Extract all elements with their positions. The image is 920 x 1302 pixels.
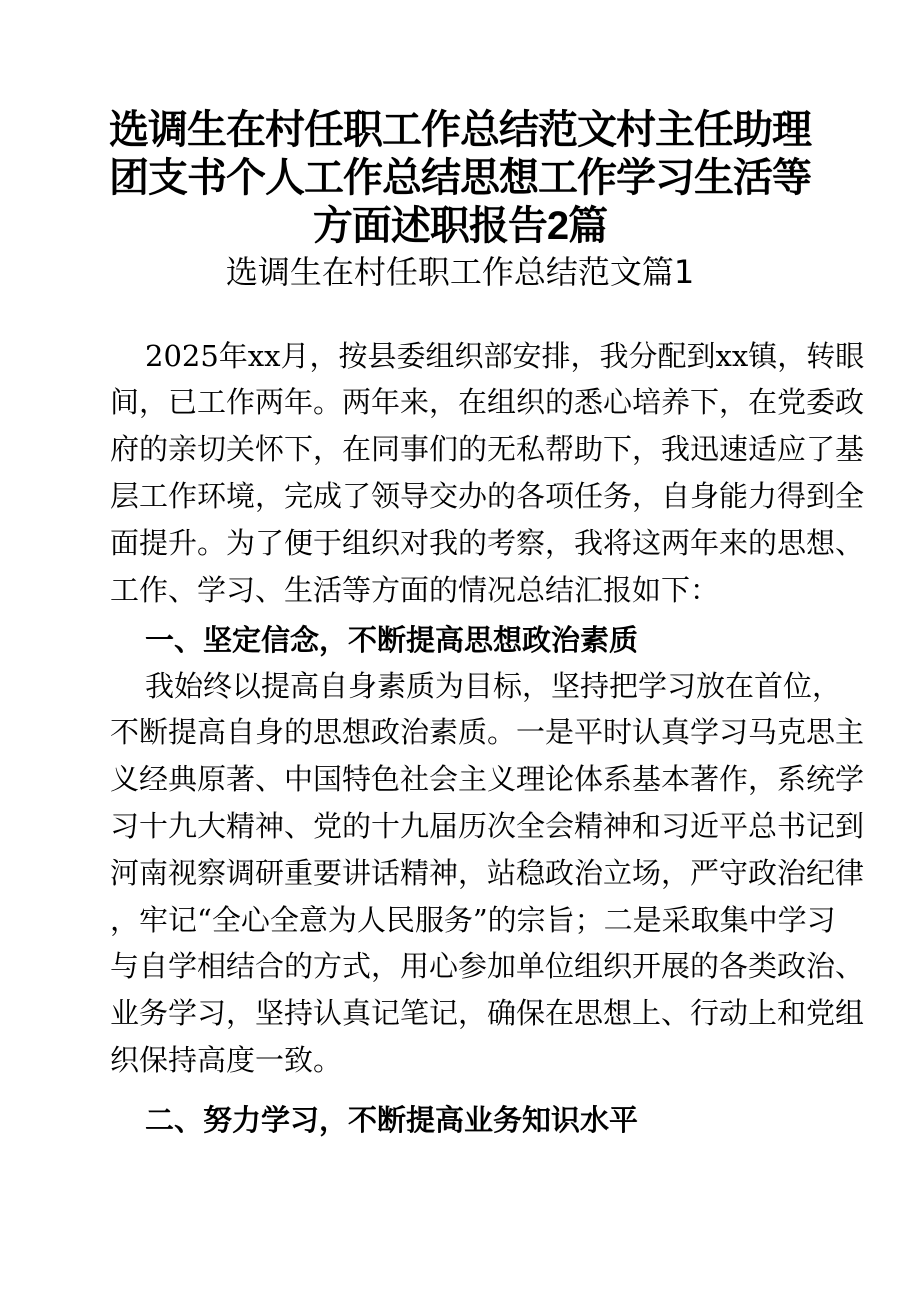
- paragraph-line: 间，已工作两年。两年来，在组织的悉心培养下，在党委政: [110, 385, 865, 419]
- document-subtitle: 选调生在村任职工作总结范文篇1: [225, 253, 695, 291]
- document-title-line-3: 方面述职报告2篇: [312, 204, 608, 248]
- paragraph-line: 义经典原著、中国特色社会主义理论体系基本著作，系统学: [110, 762, 865, 796]
- document-title-line-2: 团支书个人工作总结思想工作学习生活等: [109, 156, 811, 200]
- section-heading-2: 二、努力学习，不断提高业务知识水平: [145, 1103, 639, 1137]
- paragraph-line: 业务学习，坚持认真记笔记，确保在思想上、行动上和党组: [110, 996, 865, 1030]
- paragraph-line: 2025年xx月，按县委组织部安排，我分配到xx镇，转眼: [145, 339, 865, 373]
- paragraph-line: 府的亲切关怀下，在同事们的无私帮助下，我迅速适应了基: [110, 432, 865, 466]
- document-title-line-1: 选调生在村任职工作总结范文村主任助理: [109, 108, 811, 152]
- paragraph-line: 不断提高自身的思想政治素质。一是平时认真学习马克思主: [110, 715, 865, 749]
- paragraph-line: 织保持高度一致。: [110, 1043, 343, 1077]
- paragraph-line: ，牢记“全心全意为人民服务”的宗旨；二是采取集中学习: [110, 903, 836, 937]
- paragraph-line: 与自学相结合的方式，用心参加单位组织开展的各类政治、: [110, 949, 865, 983]
- paragraph-line: 层工作环境，完成了领导交办的各项任务，自身能力得到全: [110, 479, 865, 513]
- paragraph-line: 河南视察调研重要讲话精神，站稳政治立场，严守政治纪律: [110, 856, 865, 890]
- paragraph-line: 习十九大精神、党的十九届历次全会精神和习近平总书记到: [110, 809, 865, 843]
- section-heading-1: 一、坚定信念，不断提高思想政治素质: [145, 623, 639, 657]
- paragraph-line: 面提升。为了便于组织对我的考察，我将这两年来的思想、: [110, 526, 865, 560]
- paragraph-line: 我始终以提高自身素质为目标，坚持把学习放在首位，: [145, 669, 842, 703]
- paragraph-line: 工作、学习、生活等方面的情况总结汇报如下：: [110, 573, 720, 607]
